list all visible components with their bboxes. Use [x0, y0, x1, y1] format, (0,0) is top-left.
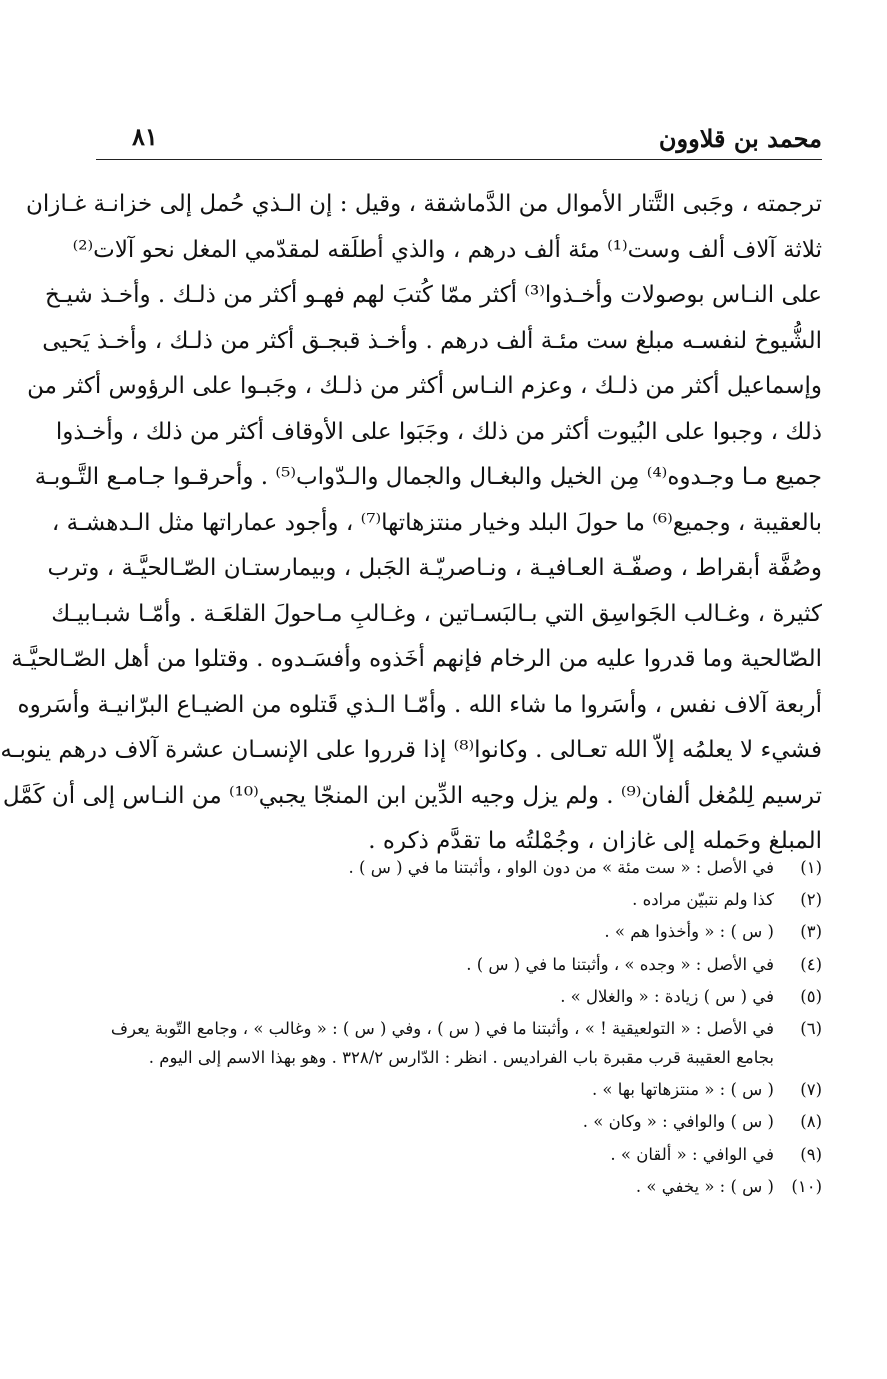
footnote-number: (١٠) — [791, 1176, 822, 1196]
footnote-text — [96, 1175, 774, 1198]
text-line: على النـاس بوصولات وأخـذوا⁽³⁾ أكثر ممّا كُتبَ لهم فهـو أكثر من ذلـك . وأخـذ شيـخ — [44, 282, 822, 308]
footnote — [96, 888, 822, 911]
text-line: ترجمته ، وجَبى التَّتار الأموال من الدَّماشقة ، وقيل : إن الـذي حُمل إلى خزانـة غـازان — [25, 191, 822, 217]
text-line: وإسماعيل أكثر من ذلـك ، وعزم النـاس أكثر من ذلـك ، وجَبـوا على الرؤوس أكثر من — [27, 373, 822, 399]
text-line: الشُّيوخ لنفسـه مبلغ ست مئـة ألف درهم . وأخـذ قبجـق أكثر من ذلـك ، وأخـذ يَحيى — [42, 327, 822, 354]
footnote — [96, 1143, 822, 1166]
text-line: كثيرة ، وغـالب الجَواسِق التي بـالبَسـاتين ، وغـالبِ مـاحولَ القلعَـة . وأمّـا شبـابيـك — [51, 600, 822, 627]
footnote-line: في ( س ) زيادة : « والغلال » . — [560, 986, 774, 1006]
footnote-number: (٣) — [800, 922, 822, 942]
footnote-line: في الوافي : « ألقان » . — [610, 1144, 774, 1164]
footnote-line: ( س ) والوافي : « وكان » . — [582, 1112, 774, 1132]
text-line: فشيء لا يعلمُه إلاّ الله تعـالى . وكانوا⁽⁸⁾ إذا قرروا على الإنسـان عشرة آلاف درهم ينوبـه — [0, 737, 822, 763]
footnote — [96, 1078, 822, 1101]
running-title: محمد بن قلاوون — [658, 124, 822, 153]
footnote-text — [96, 1143, 774, 1166]
page-number: ٨١ — [132, 122, 158, 151]
footnote-text — [96, 920, 774, 943]
text-line: وصُفَّة أبقراط ، وصفّـة العـافيـة ، ونـاصريّـة الجَبل ، وبيمارستـان الصّـالحيَّـة ، وترب — [47, 555, 822, 581]
text-line: جميع مـا وجـدوه⁽⁴⁾ مِن الخيل والبغـال والجمال والـدّواب⁽⁵⁾ . وأحرقـوا جـامـع التَّـوبـة — [34, 464, 822, 490]
text-line: ذلك ، وجبوا على البُيوت أكثر من ذلك ، وجَبَوا على الأوقاف أكثر من ذلك ، وأخـذوا — [55, 418, 822, 445]
text-line: ترسيم لِلمُغل ألفان⁽⁹⁾ . ولم يزل وجيه الدِّين ابن المنجّا يجبي⁽¹⁰⁾ من النـاس إلى أن كَمَّل — [2, 782, 822, 809]
text-line: ثلاثة آلاف ألف وست⁽¹⁾ مئة ألف درهم ، والذي أطلَقه لمقدّمي المغل نحو آلات⁽²⁾ — [72, 236, 822, 263]
main-text — [0, 182, 822, 865]
footnote-number: (٢) — [800, 890, 822, 910]
text-line: المبلغ وحَمله إلى غازان ، وجُمْلتُه ما تقدَّم ذكره . — [368, 828, 822, 854]
footnote-line: كذا ولم نتبيّن مراده . — [632, 890, 774, 910]
footnote-line: في الأصل : « وجده » ، وأثبتنا ما في ( س ) . — [466, 954, 774, 974]
footnote — [96, 920, 822, 943]
footnote — [96, 953, 822, 976]
footnote-number: (٦) — [800, 1018, 822, 1038]
footnote — [96, 1175, 822, 1198]
footnote-line: ( س ) : « وأخذوا هم » . — [604, 922, 774, 942]
footnote-line: ( س ) : « يخفي » . — [635, 1176, 774, 1196]
footnote-number: (٤) — [800, 954, 822, 974]
footnote — [96, 856, 822, 879]
footnote-number: (٨) — [800, 1112, 822, 1132]
footnote-number: (٩) — [800, 1144, 822, 1164]
footnote-text — [96, 1017, 774, 1069]
text-line: أربعة آلاف نفس ، وأسَروا ما شاء الله . وأمّـا الـذي قَتلوه من الضيـاع البرّانيـة وأسَروه — [17, 691, 822, 718]
book-page — [0, 112, 822, 1196]
text-line: الصّالحية وما قدروا عليه من الرخام فإنهم أخَذوه وأفسَـدوه . وقتلوا من أهل الصّـالحيَّـة — [11, 646, 822, 672]
footnote — [96, 1017, 822, 1069]
footnote-text — [96, 953, 774, 976]
footnote-text — [96, 856, 774, 879]
footnote-text — [96, 888, 774, 911]
footnote — [96, 1110, 822, 1133]
footnote-text — [96, 1078, 774, 1101]
footnote-number: (٥) — [800, 986, 822, 1006]
footnote-line: في الأصل : « التولعيقية ! » ، وأثبتنا ما في ( س ) ، وفي ( س ) : « وغالب » ، وجامع التّوبة يعرف — [110, 1018, 774, 1038]
running-head — [96, 112, 822, 156]
footnote-line: بجامع العقيبة قرب مقبرة باب الفراديس . انظر : الدّارس ٣٢٨/٢ . وهو بهذا الاسم إلى اليوم . — [148, 1047, 774, 1067]
footnote-number: (٧) — [800, 1080, 822, 1100]
footnote-line: ( س ) : « منتزهاتها بها » . — [591, 1080, 774, 1100]
footnotes — [96, 856, 822, 1207]
footnote-line: في الأصل : « ست مئة » من دون الواو ، وأثبتنا ما في ( س ) . — [348, 858, 774, 877]
footnote-number: (١) — [800, 858, 822, 877]
footnote-text — [96, 1110, 774, 1133]
header-rule — [96, 159, 822, 160]
footnote-text — [96, 985, 774, 1008]
footnote — [96, 985, 822, 1008]
text-line: بالعقيبة ، وجميع⁽⁶⁾ ما حولَ البلد وخيار منتزهاتها⁽⁷⁾ ، وأجود عماراتها مثل الـدهشـة ، — [51, 509, 822, 536]
